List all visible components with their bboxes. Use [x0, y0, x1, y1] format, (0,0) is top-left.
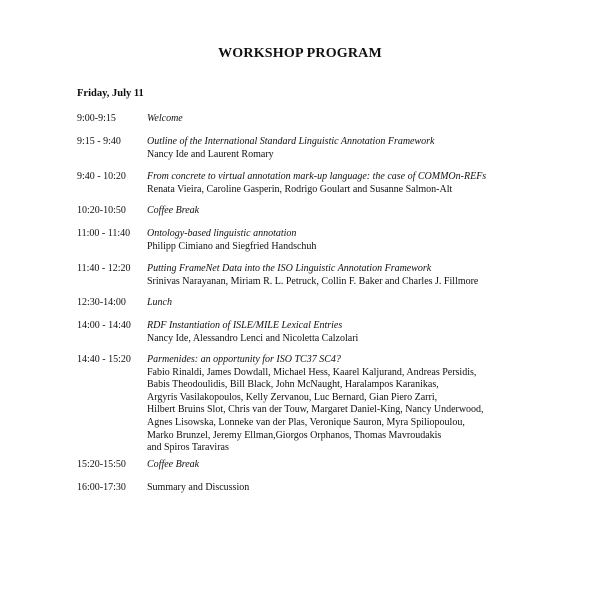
session-title: Lunch	[147, 297, 172, 308]
session-time: 11:40 - 12:20	[77, 263, 131, 274]
session-time: 9:40 - 10:20	[77, 171, 126, 182]
session-body	[147, 354, 547, 455]
session-body	[147, 171, 547, 196]
session-time: 12:30-14:00	[77, 297, 126, 308]
session-body	[147, 482, 547, 495]
session-time: 9:15 - 9:40	[77, 136, 121, 147]
session-body	[147, 205, 547, 218]
session-authors: Srinivas Narayanan, Miriam R. L. Petruck, Collin F. Baker and Charles J. Fillmore	[147, 275, 479, 287]
session-time: 11:00 - 11:40	[77, 228, 131, 239]
session-authors: Nancy Ide, Alessandro Lenci and Nicoletta Calzolari	[147, 332, 359, 344]
session-time: 9:00-9:15	[77, 113, 116, 124]
session-title: Putting FrameNet Data into the ISO Linguistic Annotation Framework	[147, 263, 432, 274]
session-body	[147, 320, 547, 345]
session-title: RDF Instantiation of ISLE/MILE Lexical Entries	[147, 320, 343, 331]
session-body	[147, 136, 547, 161]
session-time: 10:20-10:50	[77, 205, 126, 216]
session-body	[147, 113, 547, 126]
session-time: 16:00-17:30	[77, 482, 126, 493]
session-authors: Marko Brunzel, Jeremy Ellman,Giorgos Orphanos, Thomas Mavroudakis	[147, 429, 442, 441]
session-authors: Argyris Vasilakopoulos, Kelly Zervanou, Luc Bernard, Gian Piero Zarri,	[147, 391, 438, 403]
session-authors: Babis Theodoulidis, Bill Black, John McNaught, Haralampos Karanikas,	[147, 379, 439, 391]
day-heading: Friday, July 11	[77, 88, 144, 99]
session-authors: Hilbert Bruins Slot, Chris van der Touw, Margaret Daniel-King, Nancy Underwood,	[147, 404, 484, 416]
session-body	[147, 263, 547, 288]
session-body	[147, 459, 547, 472]
session-authors: Nancy Ide and Laurent Romary	[147, 148, 274, 160]
session-title: Welcome	[147, 113, 183, 124]
session-body	[147, 297, 547, 310]
session-title: Summary and Discussion	[147, 482, 250, 493]
session-title: Outline of the International Standard Linguistic Annotation Framework	[147, 136, 435, 147]
session-time: 14:40 - 15:20	[77, 354, 131, 365]
session-title: From concrete to virtual annotation mark-up language: the case of COMMOn-REFs	[147, 171, 487, 182]
session-body	[147, 228, 547, 253]
session-title: Coffee Break	[147, 205, 200, 216]
session-time: 15:20-15:50	[77, 459, 126, 470]
session-time: 14:00 - 14:40	[77, 320, 131, 331]
session-authors: and Spiros Taraviras	[147, 442, 229, 454]
session-authors: Fabio Rinaldi, James Dowdall, Michael Hess, Kaarel Kaljurand, Andreas Persidis,	[147, 366, 477, 378]
page-title: WORKSHOP PROGRAM	[218, 46, 382, 61]
session-title: Ontology-based linguistic annotation	[147, 228, 297, 239]
session-authors: Philipp Cimiano and Siegfried Handschuh	[147, 240, 317, 252]
session-title: Parmenides: an opportunity for ISO TC37 SC4?	[147, 354, 341, 365]
session-title: Coffee Break	[147, 459, 200, 470]
session-authors: Agnes Lisowska, Lonneke van der Plas, Veronique Sauron, Myra Spiliopoulou,	[147, 416, 465, 428]
session-authors: Renata Vieira, Caroline Gasperin, Rodrigo Goulart and Susanne Salmon-Alt	[147, 183, 453, 195]
